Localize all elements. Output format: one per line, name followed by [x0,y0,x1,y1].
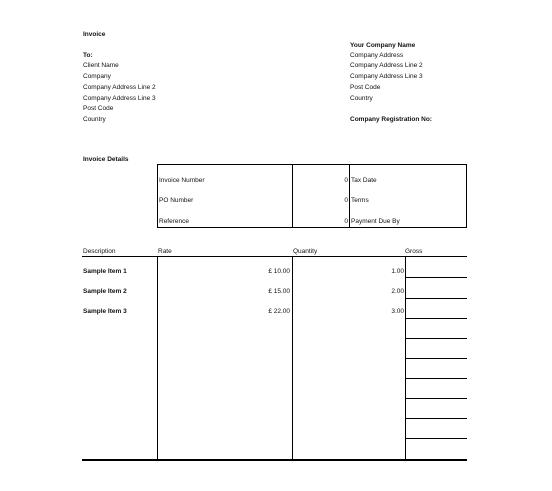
item-rate: £ 10.00 [268,268,290,275]
invoice-details-label: Invoice Details [83,156,129,163]
header-description: Description [83,248,116,255]
header-gross: Gross [405,248,423,255]
invoice-number-value: 0 [344,177,348,184]
company-address-line-3: Company Address Line 3 [350,73,423,80]
reference-label: Reference [159,218,189,225]
client-name: Client Name [83,62,119,69]
po-number-label: PO Number [159,197,194,204]
invoice-title: Invoice [83,31,106,38]
company-registration-label: Company Registration No: [350,116,432,123]
client-company: Company [83,73,111,80]
client-address-line-3: Company Address Line 3 [83,95,156,102]
item-rate: £ 22.00 [268,308,290,315]
terms-label: Terms [351,197,369,204]
reference-value: 0 [344,218,348,225]
invoice-number-label: Invoice Number [159,177,205,184]
item-description: Sample Item 1 [83,268,127,275]
to-label: To: [83,52,93,59]
company-post-code: Post Code [350,84,381,91]
item-quantity: 1.00 [391,268,404,275]
company-address-line-2: Company Address Line 2 [350,62,423,69]
client-address-line-2: Company Address Line 2 [83,84,156,91]
company-address: Company Address [350,52,404,59]
tax-date-label: Tax Date [351,177,377,184]
client-country: Country [83,116,106,123]
item-quantity: 2.00 [391,288,404,295]
client-post-code: Post Code [83,105,114,112]
payment-due-label: Payment Due By [351,218,400,225]
item-quantity: 3.00 [391,308,404,315]
company-name: Your Company Name [350,42,416,49]
item-description: Sample Item 2 [83,288,127,295]
header-rate: Rate [158,248,172,255]
company-country: Country [350,95,373,102]
header-quantity: Quantity [293,248,318,255]
po-number-value: 0 [344,197,348,204]
item-rate: £ 15.00 [268,288,290,295]
item-description: Sample Item 3 [83,308,127,315]
